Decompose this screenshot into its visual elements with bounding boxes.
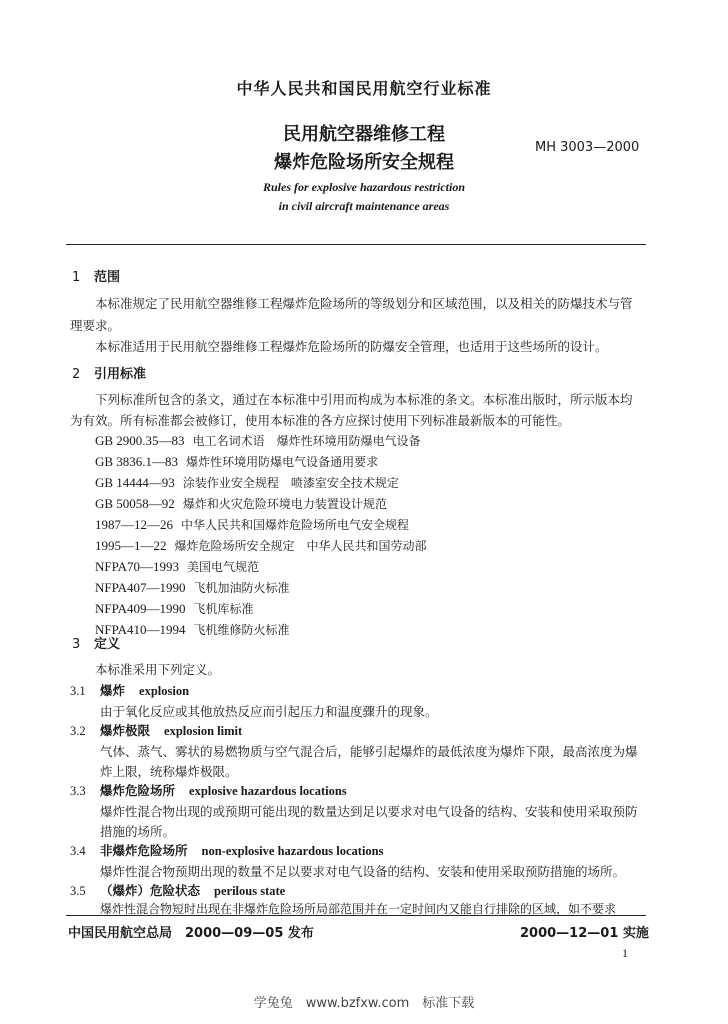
definition-text: 爆炸性混合物预期出现的数量不足以要求对电气设备的结构、安装和使用采取预防措施的场所。 [100,864,626,879]
reference-code: GB 50058—92 [95,496,175,511]
definition-text: 气体、蒸气、雾状的易燃物质与空气混合后，能够引起爆炸的最低浓度为爆炸下限，最高浓度为爆 [100,744,638,759]
reference-title: 飞机加油防火标准 [193,581,290,595]
definition-term-en: explosive hazardous locations [189,784,347,798]
reference-code: 1995—1—22 [95,538,167,553]
definition-term [70,721,242,739]
reference-item [95,432,421,449]
reference-code: NFPA410—1994 [95,622,186,637]
reference-item [95,558,259,575]
header-divider [66,244,646,245]
standard-title-line1: 民用航空器维修工程 [283,124,445,145]
definition-term [70,681,189,699]
definition-number: 3.2 [70,724,86,738]
reference-title: 飞机库标准 [193,602,254,616]
definition-text: 由于氧化反应或其他放热反应而引起压力和温度骤升的现象。 [100,704,438,719]
reference-item [95,621,290,638]
definition-term-en: explosion [139,684,190,698]
standard-title-line2: 爆炸危险场所安全规程 [274,152,454,173]
scope-paragraph-1-line1: 本标准规定了民用航空器维修工程爆炸危险场所的等级划分和区域范围，以及相关的防爆技术与管 [95,296,633,311]
reference-title: 涂装作业安全规程 喷漆室安全技术规定 [182,476,399,490]
definition-text: 炸上限，统称爆炸极限。 [100,764,238,779]
reference-item [95,516,409,533]
references-paragraph-line2: 为有效。所有标准都会被修订，使用本标准的各方应探讨使用下列标准最新版本的可能性。 [70,413,571,428]
english-title-line1: Rules for explosive hazardous restriction [262,180,466,194]
standard-code: MH 3003—2000 [535,140,640,155]
section-title: 定义 [94,637,121,652]
definition-term-en: perilous state [214,884,286,898]
section-2-heading [72,363,146,382]
definition-number: 3.4 [70,844,86,858]
scope-paragraph-1-line2: 理要求。 [70,318,121,333]
reference-code: GB 3836.1—83 [95,454,179,469]
definition-text: 爆炸性混合物出现的或预期可能出现的数量达到足以要求对电气设备的结构、安装和使用采取预防 [100,804,638,819]
reference-item [95,600,254,617]
definition-term [70,841,383,859]
section-number: 2 [72,367,81,382]
reference-code: 1987—12—26 [95,517,173,532]
reference-code: NFPA70—1993 [95,559,180,574]
page-number: 1 [622,946,628,960]
industry-standard-heading: 中华人民共和国民用航空行业标准 [236,79,492,98]
definition-term [70,781,347,799]
reference-code: GB 2900.35—83 [95,433,185,448]
definitions-intro: 本标准采用下列定义。 [95,662,221,677]
definition-term-zh: （爆炸）危险状态 [100,883,201,898]
section-title: 范围 [94,270,121,285]
definition-number: 3.3 [70,784,86,798]
definition-term-en: non-explosive hazardous locations [201,844,384,858]
reference-title: 电工名词术语 爆炸性环境用防爆电气设备 [192,434,421,448]
english-title-line2: in civil aircraft maintenance areas [278,199,450,213]
definition-text: 爆炸性混合物短时出现在非爆炸危险场所局部范围并在一定时间内又能自行排除的区域，如不要求 [100,902,617,916]
reference-item [95,474,399,491]
reference-item [95,537,427,554]
reference-title: 中华人民共和国爆炸危险场所电气安全规程 [181,518,410,532]
reference-item [95,495,387,512]
issuer-line: 中国民用航空总局 2000—09—05 发布 [68,926,314,941]
definition-term-zh: 爆炸极限 [100,723,151,738]
definition-term-zh: 爆炸 [100,683,126,698]
reference-code: GB 14444—93 [95,475,175,490]
reference-title: 爆炸性环境用防爆电气设备通用要求 [186,455,379,469]
reference-item [95,453,378,470]
definition-number: 3.1 [70,684,86,698]
reference-title: 美国电气规范 [187,560,260,574]
definition-term-zh: 非爆炸危险场所 [100,843,188,858]
definition-number: 3.5 [70,884,86,898]
reference-code: NFPA409—1990 [95,601,186,616]
site-watermark: 学兔兔 www.bzfxw.com 标准下载 [253,996,475,1011]
references-paragraph-line1: 下列标准所包含的条文，通过在本标准中引用而构成为本标准的条文。本标准出版时，所示版本均 [95,392,633,407]
reference-title: 飞机维修防火标准 [193,623,290,637]
section-1-heading [72,266,120,285]
effective-date-line: 2000—12—01 实施 [520,926,649,941]
section-number: 1 [72,270,81,285]
footer-divider [66,915,646,916]
definition-term [70,881,285,899]
scope-paragraph-2: 本标准适用于民用航空器维修工程爆炸危险场所的防爆安全管理，也适用于这些场所的设计。 [95,339,608,354]
reference-title: 爆炸危险场所安全规定 中华人民共和国劳动部 [174,539,427,553]
section-number: 3 [72,637,81,652]
definition-text: 措施的场所。 [100,824,176,839]
reference-item [95,579,290,596]
definition-term-en: explosion limit [164,724,243,738]
section-3-title [72,633,120,652]
definition-term-zh: 爆炸危险场所 [100,783,176,798]
reference-code: NFPA407—1990 [95,580,186,595]
reference-title: 爆炸和火灾危险环境电力装置设计规范 [182,497,387,511]
section-title: 引用标准 [94,367,147,382]
